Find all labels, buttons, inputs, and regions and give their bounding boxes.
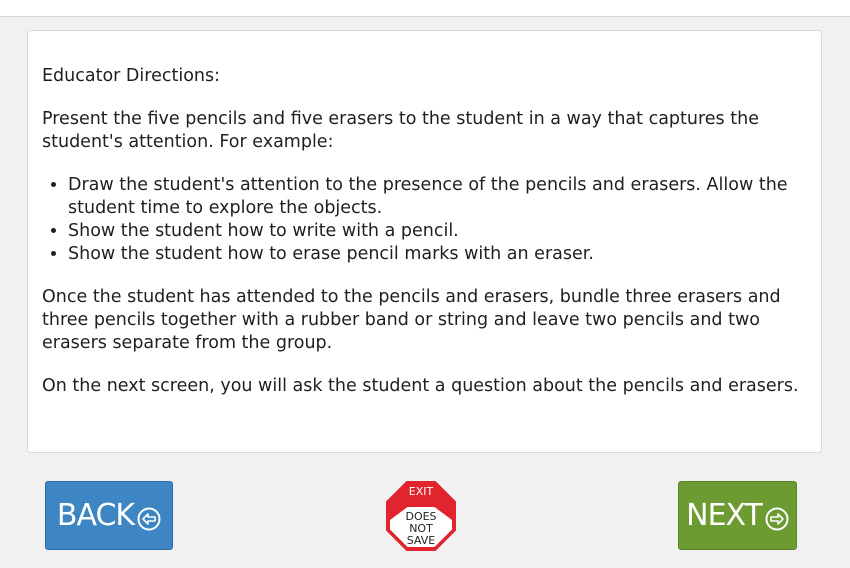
- directions-paragraph-bundle: Once the student has attended to the pencils and erasers, bundle three erasers and three pencils together with a rubber band or string and leave two pencils and two erasers separate from the group.: [42, 287, 781, 353]
- directions-panel: [27, 30, 822, 453]
- directions-list: [42, 174, 807, 266]
- arrow-left-circle-icon: [137, 504, 161, 528]
- top-bar: [0, 0, 850, 17]
- arrow-right-circle-icon: [765, 504, 789, 528]
- list-item: • Draw the student's attention to the presence of the pencils and erasers. Allow the student time to explore the objects.: [68, 174, 807, 220]
- next-button-label: NEXT: [686, 498, 762, 533]
- directions-paragraph-next: On the next screen, you will ask the student a question about the pencils and erasers.: [42, 376, 799, 396]
- directions-intro: Present the five pencils and five erasers to the student in a way that captures the student's attention. For example:: [42, 109, 759, 152]
- exit-line-not: NOT: [409, 522, 433, 535]
- list-item: • Show the student how to erase pencil marks with an eraser.: [68, 243, 807, 266]
- exit-button[interactable]: [386, 481, 456, 551]
- exit-line-save: SAVE: [406, 534, 436, 547]
- list-item: • Show the student how to write with a pencil.: [68, 220, 807, 243]
- exit-line-does: DOES: [405, 510, 437, 523]
- exit-label: EXIT: [408, 485, 434, 498]
- directions-heading: Educator Directions:: [42, 66, 220, 86]
- next-button[interactable]: [678, 481, 797, 550]
- exit-subtext: [386, 511, 456, 547]
- back-button-label: BACK: [56, 498, 135, 533]
- back-button[interactable]: [45, 481, 173, 550]
